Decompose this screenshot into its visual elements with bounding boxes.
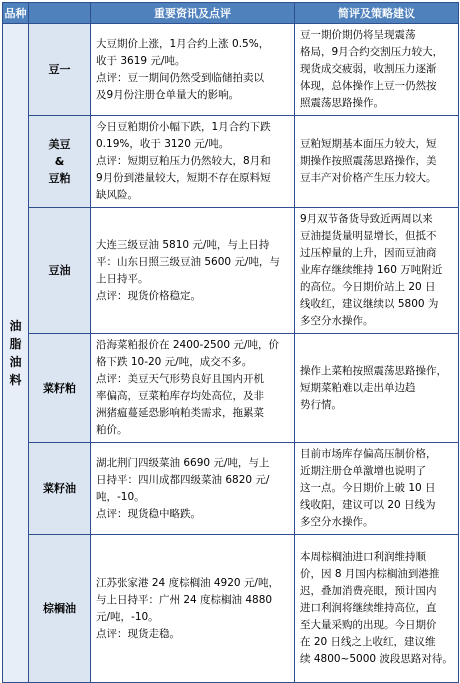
news-line: 点评：美豆天气形势良好且国内开机: [96, 373, 264, 385]
strategy-line: 过压榨量的上升，因而豆油商: [300, 247, 437, 259]
strategy-line: 这一点。今日期价上破 10 日: [300, 482, 436, 494]
strategy-line: 价，因 8 月国内棕榈油到港推: [300, 568, 440, 580]
table-row: [3, 535, 459, 683]
news-cell: [91, 24, 295, 116]
strategy-line: 格局，9月合约交割压力较大，: [300, 46, 444, 58]
strategy-cell: [295, 443, 459, 535]
news-line: 率偏高，豆菜粕库存均处高位，及非: [96, 390, 264, 402]
header-row: [3, 3, 459, 24]
strategy-cell: [295, 24, 459, 116]
table-row: [3, 116, 459, 208]
news-line: 收于 3619 元/吨。: [96, 54, 186, 67]
category-label: 油脂油料: [9, 319, 22, 387]
variety-name: 豆一: [48, 63, 71, 76]
variety-name: 菜籽油: [43, 482, 76, 495]
strategy-line: 迟，叠加消费亮眼，预计国内: [300, 585, 437, 597]
strategy-line: 期操作按照震荡思路操作，美: [300, 155, 437, 167]
strategy-line: 线收红，建议继续以 5800 为: [300, 298, 439, 310]
strategy-line: 豆油提货量明显增长，但抵不: [300, 230, 437, 242]
strategy-line: 势行情。: [300, 398, 342, 411]
news-line: 今日豆粕期价小幅下跌，1月合约下跌: [96, 121, 271, 133]
news-line: 格下跌 10-20 元/吨，成交不多。: [96, 356, 253, 368]
news-line: 点评：现货稳中略跌。: [96, 507, 201, 520]
header-category: 品种: [3, 3, 29, 24]
strategy-line: 的高位。今日期价站上 20 日: [300, 281, 436, 293]
variety-name: 豆粕: [48, 172, 71, 185]
table-body: [3, 24, 459, 683]
category-cell: [3, 24, 29, 683]
news-line: 吨，-10。: [96, 490, 145, 503]
table-row: [3, 334, 459, 443]
strategy-line: 续 4800~5000 波段思路对待。: [300, 653, 453, 665]
news-cell: [91, 116, 295, 208]
news-line: 元/吨，-10。: [96, 610, 159, 623]
table-row: [3, 24, 459, 116]
variety-cell: [29, 443, 91, 535]
strategy-cell: [295, 334, 459, 443]
news-cell: [91, 443, 295, 535]
news-line: 平：山东日照三级豆油 5600 元/吨，与: [96, 255, 280, 268]
news-line: 江苏张家港 24 度棕榈油 4920 元/吨，: [96, 576, 279, 589]
strategy-line: 现货成交疲弱，收割压力逐渐: [300, 63, 437, 75]
variety-cell: [29, 208, 91, 334]
table-row: [3, 208, 459, 334]
commodity-report-table-container: [2, 2, 458, 665]
news-line: 洲猪瘟蔓延恐影响粕类需求，拖累菜: [96, 407, 264, 419]
strategy-line: 线收阳，建议可以 20 日线为: [300, 499, 436, 511]
strategy-line: 照震荡思路操作。: [300, 97, 384, 109]
news-line: 点评：现货价格稳定。: [96, 289, 201, 302]
news-line: 与上日持平：广州 24 度棕榈油 4880: [96, 593, 273, 606]
strategy-line: 目前市场库存偏高压制价格，: [300, 448, 437, 460]
news-line: 点评：豆一期间仍然受到临储拍卖以: [96, 71, 264, 84]
strategy-line: 操作上菜粕按照震荡思路操作，: [300, 364, 447, 377]
strategy-line: 豆丰产对价格产生压力较大。: [300, 172, 437, 184]
variety-cell: [29, 535, 91, 683]
news-line: 大豆期价上涨，1月合约上涨 0.5%，: [96, 37, 270, 50]
table-row: [3, 443, 459, 535]
commodity-report-table: [2, 2, 459, 683]
strategy-line: 进口利润将继续维持高位，直: [300, 602, 437, 614]
strategy-line: 至大量采购的出现。今日期价: [300, 619, 437, 631]
news-line: 点评：短期豆粕压力仍然较大，8月和: [96, 155, 271, 167]
variety-name: 美豆: [48, 138, 71, 151]
strategy-line: 豆粕短期基本面压力较大，短: [300, 138, 437, 150]
news-cell: [91, 334, 295, 443]
news-line: 日持平：四川成都四级菜油 6820 元/: [96, 473, 270, 486]
strategy-line: 在 20 日线之上收红，建议维: [300, 636, 436, 648]
news-line: 湖北荆门四级菜油 6690 元/吨，与上: [96, 456, 270, 469]
header-strategy: 简评及策略建议: [295, 3, 459, 24]
strategy-cell: [295, 535, 459, 683]
strategy-line: 短期菜粕难以走出单边趋: [300, 381, 416, 394]
strategy-cell: [295, 116, 459, 208]
news-line: 大连三级豆油 5810 元/吨，与上日持: [96, 238, 270, 251]
strategy-line: 本周棕榈油进口利润维持顺: [300, 551, 426, 563]
strategy-line: 多空分水操作。: [300, 315, 374, 327]
news-line: 点评：现货走稳。: [96, 627, 180, 640]
strategy-line: 体现，总体操作上豆一仍然按: [300, 80, 437, 92]
news-cell: [91, 535, 295, 683]
news-line: 0.19%，收于 3120 元/吨。: [96, 138, 230, 150]
news-cell: [91, 208, 295, 334]
news-line: 粕价。: [96, 424, 128, 436]
strategy-line: 业库存继续维持 160 万吨附近: [300, 264, 443, 276]
variety-name: 棕榈油: [43, 602, 76, 615]
news-line: 缺风险。: [96, 189, 138, 201]
variety-name: &: [54, 155, 65, 168]
strategy-line: 豆一期价期仍将呈现震荡: [300, 29, 416, 41]
variety-name: 菜籽粕: [43, 381, 76, 395]
strategy-line: 近期注册仓单激增也说明了: [300, 465, 426, 477]
variety-cell: [29, 116, 91, 208]
strategy-cell: [295, 208, 459, 334]
variety-cell: [29, 334, 91, 443]
header-variety: [29, 3, 91, 24]
news-line: 9月份到港量较大，短期不存在原料短: [96, 172, 271, 184]
news-line: 上日持平。: [96, 272, 149, 285]
news-line: 及9月份注册仓单量大的影响。: [96, 88, 240, 101]
variety-cell: [29, 24, 91, 116]
strategy-line: 多空分水操作。: [300, 516, 374, 528]
strategy-line: 9月双节备货导致近两周以来: [300, 213, 433, 225]
variety-name: 豆油: [48, 264, 71, 277]
news-line: 沿海菜粕报价在 2400-2500 元/吨，价: [96, 339, 279, 351]
header-news: 重要资讯及点评: [91, 3, 295, 24]
